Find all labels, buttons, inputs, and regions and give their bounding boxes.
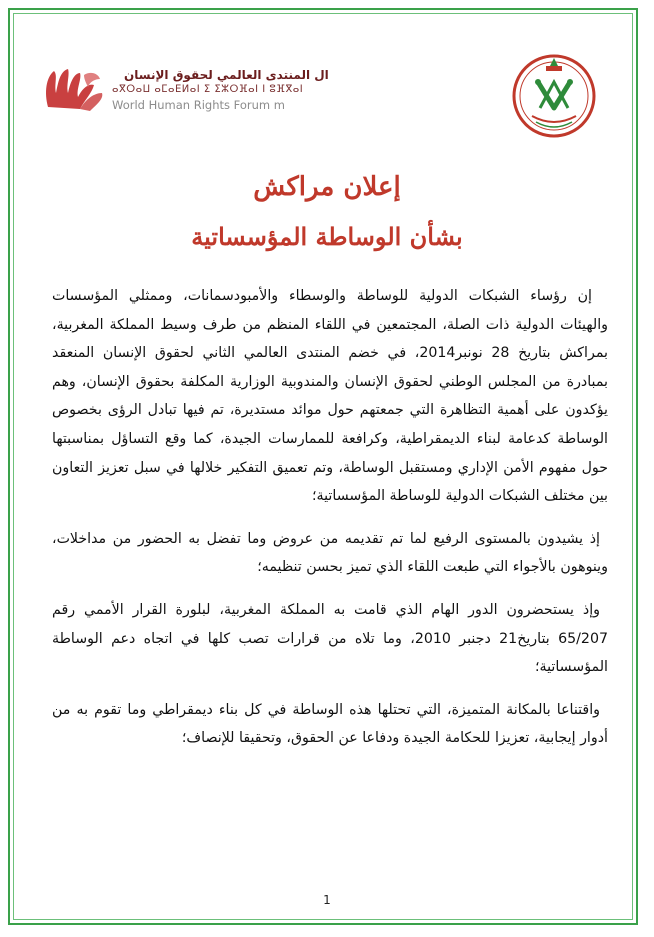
forum-name-english-main: World Human Rights Forum <box>112 98 271 112</box>
paragraph-3: وإذ يستحضرون الدور الهام الذي قامت به المملكة المغربية، لبلورة القرار الأممي رقم 65/207 بتاريخ21 دجنبر 2010، وما تلاه من قرارات تصب كلها في اتجاه دعم الوساطة المؤسساتية؛ <box>52 601 609 676</box>
paragraph-4: واقتناعا بالمكانة المتميزة، التي تحتلها هذه الوساطة في كل بناء ديمقراطي وما تقوم به من أدوار إيجابية، تعزيزا للحكامة الجيدة ودفاعا عن الحقوق، وتحقيقا للإنصاف؛ <box>52 701 608 747</box>
paragraph-2: إذ يشيدون بالمستوى الرفيع لما تم تقديمه من عروض وما تفضل به الحضور من مداخلات، وينوهون بالأجواء التي طبعت اللقاء الذي تميز بحسن تنظيمه؛ <box>52 530 608 576</box>
forum-name-arabic-prefix: ال <box>314 68 329 82</box>
forum-name-tifinagh: ⴰⴳⵔⴰⵡ ⴰⵎⴰⴹⵍⴰⵏ ⵉ ⵉⵣⵔⴼⴰⵏ ⵏ ⵓⴼⴳⴰⵏ <box>112 84 304 95</box>
mediator-emblem-logo <box>510 52 598 140</box>
forum-hands-logo <box>40 63 120 117</box>
declaration-body <box>52 282 608 767</box>
document-title: إعلان مراكش <box>253 172 401 202</box>
forum-name-english-suffix: m <box>273 98 285 112</box>
forum-name-english <box>112 98 285 112</box>
document-subtitle: بشأن الوساطة المؤسساتية <box>191 222 463 251</box>
forum-name-arabic-main: المنتدى العالمي لحقوق الإنسان <box>124 68 311 82</box>
paragraph-1: إن رؤساء الشبكات الدولية للوساطة والوسطاء والأمبودسمانات، وممثلي المؤسسات والهيئات الدولية ذات الصلة، المجتمعين في اللقاء المنظم من طرف وسيط المملكة المغربية، بمراكش بتاريخ 28 نونبر2014، في خضم المنتدى العالمي الثاني لحقوق الإنسان المنعقد بمبادرة من المجلس الوطني لحقوق الإنسان والمندوبية الوزارية المكلفة بحقوق الإنسان، وهم يؤكدون على أهمية التظاهرة التي جمعتهم حول موائد مستديرة، تم فيها تبادل الرؤى بخصوص الوساطة كدعامة لبناء الديمقراطية، وكرافعة للممارسات الجيدة، كما وقع التساؤل بمناسبتها حول مفهوم الأمن الإداري ومستقبل الوساطة، وتم تعميق التفكير خلالها في سبل تعزيز التعاون بين مختلف الشبكات الدولية للوساطة المؤسساتية؛ <box>52 288 608 505</box>
forum-name-arabic <box>124 68 354 82</box>
page-number: 1 <box>323 893 331 907</box>
